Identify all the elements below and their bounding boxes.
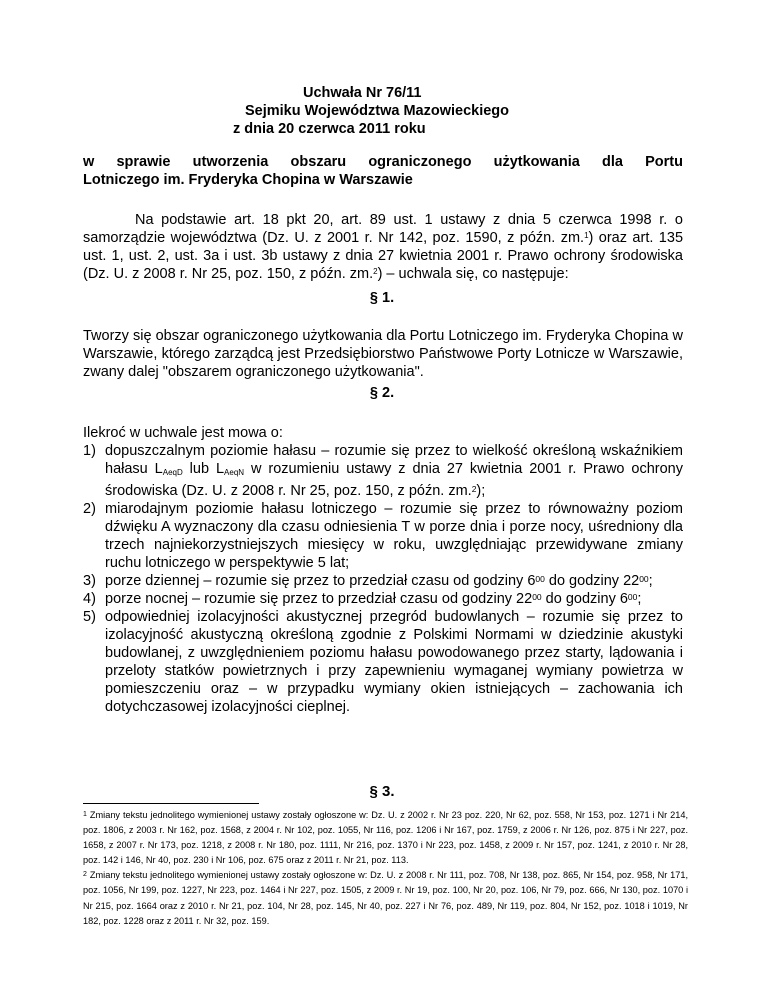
footnotes xyxy=(83,808,688,929)
superscript: 00 xyxy=(532,592,542,602)
list-item xyxy=(83,590,683,608)
section-2-heading: § 2. xyxy=(369,385,395,401)
resolution-number: Uchwała Nr 76/11 xyxy=(303,85,422,101)
resolution-subject xyxy=(83,153,683,189)
subscript: AeqD xyxy=(162,468,183,477)
list-item xyxy=(83,442,683,500)
footnote-mark: 1 xyxy=(83,811,87,818)
item-text: do godziny 6 xyxy=(541,591,628,607)
preamble-text-c: ) – uchwala się, co następuje: xyxy=(377,266,569,282)
subscript: AeqN xyxy=(224,468,245,477)
footnote-2 xyxy=(83,868,688,928)
item-number: 5) xyxy=(83,609,96,625)
list-item xyxy=(83,608,683,716)
subject-line-1: w sprawie utworzenia obszaru ograniczonego użytkowania dla Portu xyxy=(83,154,683,170)
section-3-heading: § 3. xyxy=(369,783,395,800)
section-1-text: Tworzy się obszar ograniczonego użytkowania dla Portu Lotniczego im. Fryderyka Chopina w Warszawie, którego zarządcą jest Przedsiębiorstwo Państwowe Porty Lotnicze w Warszawie, zwany dalej "obszarem ograniczonego użytkowania". xyxy=(83,328,683,380)
list-item xyxy=(83,572,683,590)
superscript: 00 xyxy=(627,592,638,602)
preamble xyxy=(83,211,683,283)
item-number: 3) xyxy=(83,573,96,589)
footnote-1 xyxy=(83,808,688,868)
item-text: odpowiedniej izolacyjności akustycznej przegród budowlanych – rozumie się przez to izolacyjność akustyczną określoną zgodnie z Polskimi Normami w dziedzinie akustyki budowlanej, z uwzględnieniem poziomu hałasu powodowanego przez starty, lądowania i przeloty statków powietrznych i przy zapewnieniu wymaganej wymiany powietrza w pomieszczeniu oraz – w przypadku wymiany okien istniejących – zachowania ich dotychczasowej izolacyjności cieplnej. xyxy=(105,609,683,715)
issuing-body: Sejmiku Województwa Mazowieckiego xyxy=(245,103,510,119)
resolution-date: z dnia 20 czerwca 2011 roku xyxy=(233,121,426,137)
item-number: 1) xyxy=(83,443,96,459)
superscript: 00 xyxy=(639,574,649,584)
item-text: ); xyxy=(476,483,486,499)
footnote-ref-2[interactable]: 2 xyxy=(471,484,477,494)
item-text: ; xyxy=(648,573,653,589)
section-1-heading: § 1. xyxy=(369,290,395,306)
item-text: do godziny 22 xyxy=(544,573,640,589)
item-number: 2) xyxy=(83,501,96,517)
item-text: miarodajnym poziomie hałasu lotniczego – rozumie się przez to równoważny poziom dźwięku A wyznaczony dla czasu odniesienia T w porze dnia i porze nocy, uśredniony dla trzech najniekorzystniejszych miesięcy w roku, uwzględniając przewidywane zmiany ruchu lotniczego w perspektywie 5 lat; xyxy=(105,501,683,571)
superscript: 00 xyxy=(535,574,545,584)
footnote-ref-1[interactable]: 1 xyxy=(584,231,589,240)
section-2-intro: Ilekroć w uchwale jest mowa o: xyxy=(83,425,283,441)
item-text: dopuszczalnym poziomie hałasu – rozumie się przez to wielkość określoną wskaźnikiem hałasu L xyxy=(105,443,683,477)
item-text: w rozumieniu ustawy z dnia 27 kwietnia 2001 r. Prawo ochrony środowiska (Dz. U. z 2008 r. Nr 25, poz. 150, z późn. zm. xyxy=(105,461,683,499)
subject-line-2: Lotniczego im. Fryderyka Chopina w Warszawie xyxy=(83,172,413,188)
item-text: porze dziennej – rozumie się przez to przedział czasu od godziny 6 xyxy=(105,573,536,589)
item-text: lub L xyxy=(182,461,225,477)
list-item xyxy=(83,500,683,572)
footnote-text: Zmiany tekstu jednolitego wymienionej ustawy zostały ogłoszone w: Dz. U. z 2002 r. Nr 23 poz. 220, Nr 62, poz. 558, Nr 153, poz. 1271 i Nr 214, poz. 1806, z 2003 r. Nr 162, poz. 1568, z 2004 r. Nr 102, poz. 1055, Nr 116, poz. 1206 i Nr 167, poz. 1759, z 2006 r. Nr 126, poz. 875 i Nr 227, poz. 1658, z 2007 r. Nr 173, poz. 1218, z 2008 r. Nr 180, poz. 1111, Nr 216, poz. 1370 i Nr 223, poz. 1458, z 2009 r. Nr 157, poz. 1241, z 2010 r. Nr 28, poz. 142 i 146, Nr 40, poz. 230 i Nr 106, poz. 675 oraz z 2011 r. Nr 21, poz. 113. xyxy=(83,810,688,866)
footnote-separator xyxy=(83,803,259,804)
preamble-text-b: ) oraz art. 135 ust. 1, ust. 2, ust. 3a i ust. 3b ustawy z dnia 27 kwietnia 2001 r. Prawo ochrony środowiska (Dz. U. z 2008 r. Nr 25, poz. 150, z późn. zm. xyxy=(83,230,684,282)
footnote-mark: 2 xyxy=(83,871,87,879)
footnote-text: Zmiany tekstu jednolitego wymienionej ustawy zostały ogłoszone w: Dz. U. z 2008 r. Nr 111, poz. 708, Nr 138, poz. 865, Nr 154, poz. 958, Nr 171, poz. 1056, Nr 199, poz. 1227, Nr 223, poz. 1464 i Nr 227, poz. 1505, z 2009 r. Nr 19, poz. 100, Nr 20, poz. 106, Nr 79, poz. 666, Nr 130, poz. 1070 i Nr 215, poz. 1664 oraz z 2010 r. Nr 21, poz. 104, Nr 28, poz. 145, Nr 40, poz. 227 i Nr 76, poz. 489, Nr 119, poz. 804, Nr 152, poz. 1018 i 1019, Nr 182, poz. 1228 oraz z 2011 r. Nr 32, poz. 159. xyxy=(83,870,688,926)
preamble-text-a: Na podstawie art. 18 pkt 20, art. 89 ust. 1 ustawy z dnia 5 czerwca 1998 r. o samorządzie województwa (Dz. U. z 2001 r. Nr 142, poz. 1590, z późn. zm. xyxy=(83,212,683,246)
definitions-list xyxy=(83,442,683,716)
item-text: porze nocnej – rozumie się przez to przedział czasu od godziny 22 xyxy=(105,591,533,607)
item-number: 4) xyxy=(83,591,96,607)
item-text: ; xyxy=(637,591,642,607)
footnote-ref-2[interactable]: 2 xyxy=(373,267,378,276)
